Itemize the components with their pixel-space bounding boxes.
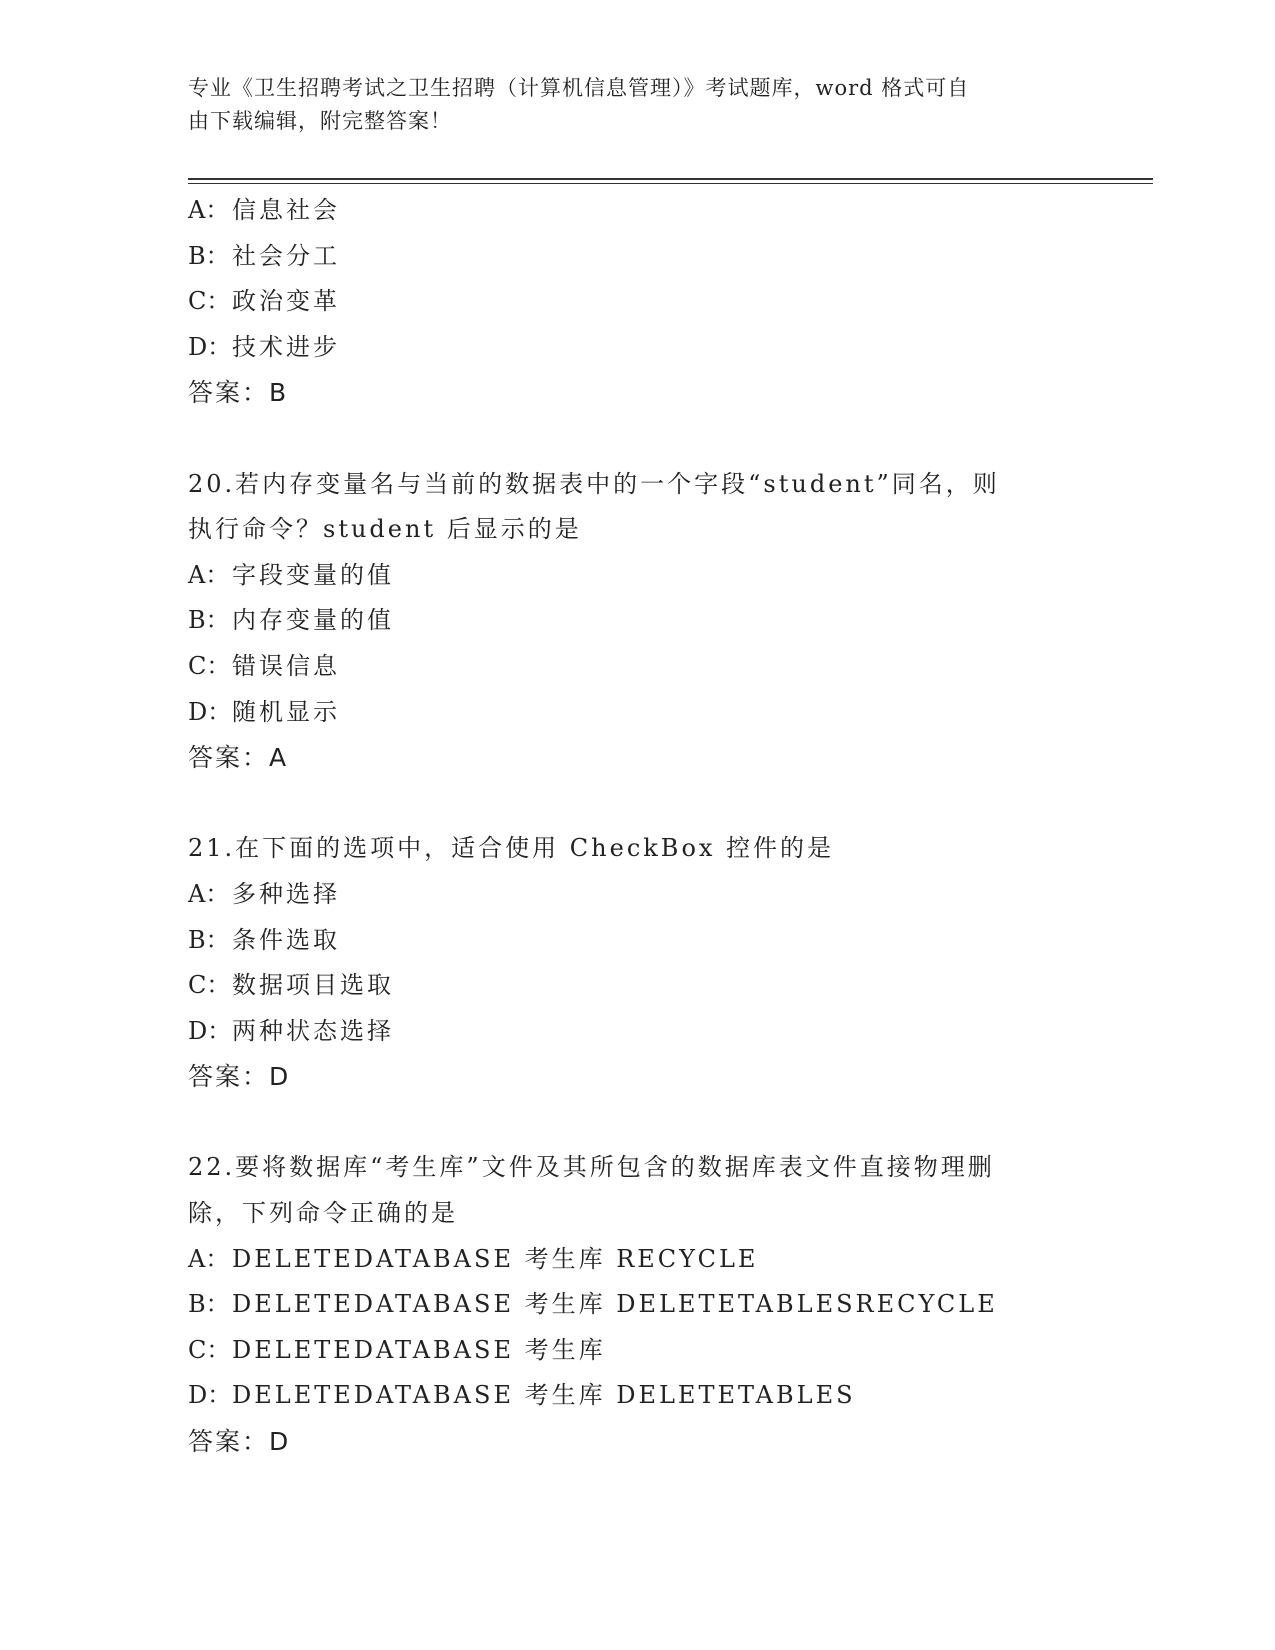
option-label: B： (188, 1290, 230, 1319)
option-text: 信息社会 (232, 196, 340, 224)
option-c (188, 644, 1153, 690)
question-text-line-2: 除，下列命令正确的是 (188, 1199, 458, 1228)
option-text: 字段变量的值 (232, 560, 394, 589)
option-label: C： (188, 651, 231, 680)
option-label: D： (188, 332, 232, 361)
option-c (188, 1328, 1153, 1374)
option-text: DELETEDATABASE 考生库 DELETETABLES (232, 1381, 856, 1410)
option-b (188, 918, 1153, 964)
option-text: 多种选择 (232, 879, 340, 908)
answer-line: 答案：D (188, 1427, 291, 1457)
option-b (188, 1282, 1153, 1328)
option-text: DELETEDATABASE 考生库 DELETETABLESRECYCLE (232, 1290, 998, 1319)
option-d (188, 1009, 1153, 1055)
option-text: 政治变革 (232, 287, 340, 316)
option-text: 技术进步 (232, 332, 340, 361)
header-line-2: 由下载编辑，附完整答案！ (188, 109, 452, 133)
question-text-line-1: 22.要将数据库“考生库”文件及其所包含的数据库表文件直接物理删 (188, 1153, 995, 1182)
answer-line: 答案：D (188, 1062, 291, 1092)
question-22 (188, 1145, 1153, 1464)
option-label: C： (188, 287, 231, 316)
question-text (188, 462, 1068, 553)
question-list (188, 188, 1153, 1465)
option-d (188, 1373, 1153, 1419)
option-label: D： (188, 697, 232, 726)
question-text (188, 826, 1068, 872)
option-c (188, 279, 1153, 325)
question-19 (188, 188, 1153, 416)
option-text: DELETEDATABASE 考生库 (232, 1335, 606, 1364)
option-b (188, 598, 1153, 644)
option-d (188, 325, 1153, 371)
question-20 (188, 462, 1153, 781)
option-text: 社会分工 (232, 241, 340, 270)
option-text: 数据项目选取 (232, 971, 394, 1000)
option-a (188, 1237, 1153, 1283)
question-21 (188, 826, 1153, 1100)
header-divider (188, 178, 1153, 184)
spacer (188, 416, 1153, 462)
option-a (188, 553, 1153, 599)
answer-line: 答案：B (188, 378, 289, 408)
option-b (188, 234, 1153, 280)
document-page (188, 0, 1153, 1650)
option-label: C： (188, 971, 231, 1000)
option-label: C： (188, 1335, 231, 1364)
option-label: D： (188, 1381, 232, 1410)
option-label: A： (188, 879, 230, 908)
answer-line: 答案：A (188, 743, 289, 773)
option-d (188, 690, 1153, 736)
option-text: 条件选取 (232, 925, 340, 954)
option-label: D： (188, 1016, 232, 1045)
option-text: 随机显示 (232, 697, 340, 726)
option-text: 内存变量的值 (232, 606, 394, 635)
question-text-line-2: 执行命令？student 后显示的是 (188, 515, 582, 544)
question-text (188, 1145, 1068, 1236)
option-label: A： (188, 1244, 230, 1273)
spacer (188, 781, 1153, 827)
option-text: 错误信息 (232, 651, 340, 680)
option-text: 两种状态选择 (232, 1016, 394, 1045)
option-label: B： (188, 241, 230, 270)
document-header (188, 72, 1068, 138)
option-label: B： (188, 925, 230, 954)
option-c (188, 963, 1153, 1009)
question-text-line-1: 20.若内存变量名与当前的数据表中的一个字段“student”同名，则 (188, 469, 1000, 498)
spacer (188, 1100, 1153, 1146)
header-line-1: 专业《卫生招聘考试之卫生招聘（计算机信息管理）》考试题库，word 格式可自 (188, 76, 970, 100)
option-a (188, 872, 1153, 918)
option-label: B： (188, 606, 230, 635)
question-text-line-1: 21.在下面的选项中，适合使用 CheckBox 控件的是 (188, 834, 835, 863)
option-label: A： (188, 196, 230, 224)
option-text: DELETEDATABASE 考生库 RECYCLE (232, 1244, 759, 1273)
option-label: A： (188, 560, 230, 589)
option-a (188, 188, 1153, 234)
